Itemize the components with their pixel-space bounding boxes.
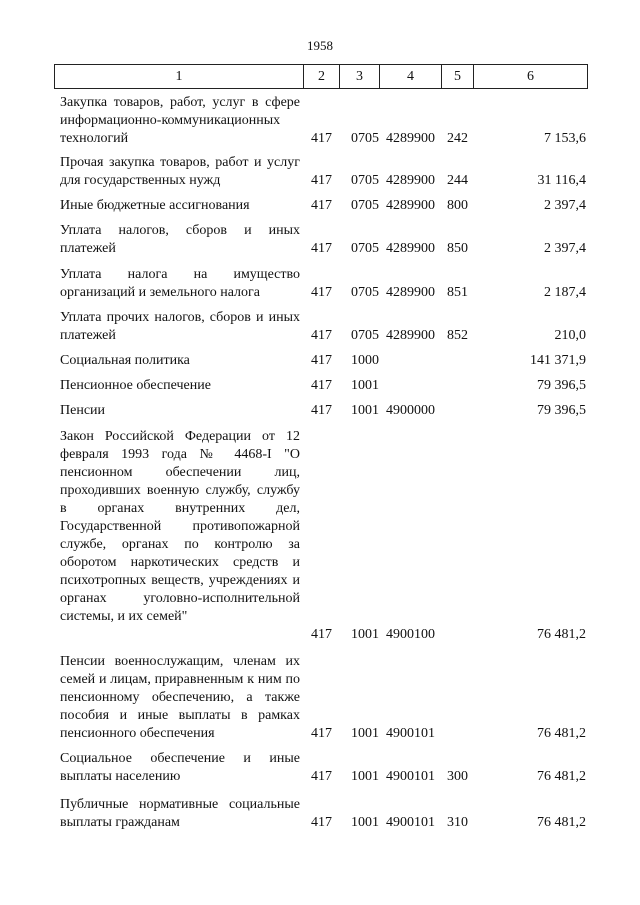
row-col-2: 417 (311, 378, 332, 393)
row-col-6: 76 481,2 (537, 627, 586, 642)
row-description: Уплата налогов, сборов и иных платежей (60, 223, 300, 256)
row-col-3: 0705 (351, 131, 379, 146)
row-col-3: 0705 (351, 198, 379, 213)
row-col-2: 417 (311, 353, 332, 368)
row-col-2: 417 (311, 198, 332, 213)
row-description: Уплата прочих налогов, сборов и иных платежей (60, 310, 300, 343)
row-col-2: 417 (311, 403, 332, 418)
row-col-2: 417 (311, 285, 332, 300)
row-col-4: 4900101 (386, 769, 435, 784)
header-col-2: 2 (303, 65, 339, 88)
row-col-3: 1000 (351, 353, 379, 368)
row-col-3: 0705 (351, 173, 379, 188)
header-col-4: 4 (379, 65, 441, 88)
row-col-5: 852 (447, 328, 468, 343)
row-description: Социальная политика (60, 353, 190, 368)
row-description: Закупка товаров, работ, услуг в сфере информационно-коммуникационных технологий (60, 95, 300, 146)
row-col-3: 1001 (351, 378, 379, 393)
row-col-6: 210,0 (554, 328, 586, 343)
row-col-2: 417 (311, 627, 332, 642)
row-col-3: 0705 (351, 285, 379, 300)
row-col-6: 2 397,4 (544, 198, 586, 213)
row-description: Пенсии (60, 403, 106, 418)
row-col-3: 1001 (351, 403, 379, 418)
row-col-5: 851 (447, 285, 468, 300)
row-col-4: 4289900 (386, 131, 435, 146)
row-description: Пенсионное обеспечение (60, 378, 211, 393)
row-description: Публичные нормативные социальные выплаты гражданам (60, 797, 300, 830)
header-col-5: 5 (441, 65, 473, 88)
row-col-2: 417 (311, 328, 332, 343)
row-col-3: 1001 (351, 627, 379, 642)
row-col-6: 7 153,6 (544, 131, 586, 146)
row-col-5: 244 (447, 173, 468, 188)
row-col-6: 31 116,4 (537, 173, 586, 188)
row-col-6: 79 396,5 (537, 378, 586, 393)
row-col-3: 1001 (351, 815, 379, 830)
row-col-4: 4289900 (386, 328, 435, 343)
row-col-5: 300 (447, 769, 468, 784)
row-col-4: 4289900 (386, 198, 435, 213)
row-col-2: 417 (311, 726, 332, 741)
row-col-4: 4900101 (386, 815, 435, 830)
header-col-6: 6 (473, 65, 587, 88)
row-col-2: 417 (311, 769, 332, 784)
row-col-3: 0705 (351, 328, 379, 343)
row-col-4: 4289900 (386, 285, 435, 300)
row-col-5: 242 (447, 131, 468, 146)
row-col-4: 4900100 (386, 627, 435, 642)
header-col-3: 3 (339, 65, 379, 88)
row-col-6: 79 396,5 (537, 403, 586, 418)
row-description: Прочая закупка товаров, работ и услуг для государственных нужд (60, 155, 300, 188)
row-description: Уплата налога на имущество организаций и земельного налога (60, 267, 300, 300)
row-col-6: 141 371,9 (530, 353, 586, 368)
row-description: Пенсии военнослужащим, членам их семей и лицам, приравненным к ним по пенсионному обеспечению, а также пособия и иные выплаты в рамках пенсионного обеспечения (60, 654, 300, 741)
header-col-1: 1 (175, 69, 183, 84)
row-description: Иные бюджетные ассигнования (60, 198, 250, 213)
row-col-3: 1001 (351, 726, 379, 741)
row-col-4: 4900000 (386, 403, 435, 418)
row-col-2: 417 (311, 173, 332, 188)
row-col-6: 76 481,2 (537, 769, 586, 784)
row-col-6: 76 481,2 (537, 815, 586, 830)
page-number: 1958 (307, 38, 333, 53)
row-col-5: 800 (447, 198, 468, 213)
row-description: Закон Российской Федерации от 12 февраля 1993 года № 4468-I "О пенсионном обеспечении лиц, проходивших военную службу, службу в органах внутренних дел, Государственной противопожарной службе, органах по контролю за оборотом наркотических средств и психотропных веществ, учреждениях и органах уголовно-исполнительной системы, и их семей" (60, 429, 300, 624)
row-col-5: 310 (447, 815, 468, 830)
row-col-4: 4289900 (386, 241, 435, 256)
row-description: Социальное обеспечение и иные выплаты населению (60, 751, 300, 784)
row-col-3: 0705 (351, 241, 379, 256)
row-col-2: 417 (311, 131, 332, 146)
row-col-6: 2 187,4 (544, 285, 586, 300)
row-col-4: 4900101 (386, 726, 435, 741)
row-col-2: 417 (311, 815, 332, 830)
row-col-3: 1001 (351, 769, 379, 784)
row-col-6: 2 397,4 (544, 241, 586, 256)
row-col-6: 76 481,2 (537, 726, 586, 741)
row-col-2: 417 (311, 241, 332, 256)
row-col-5: 850 (447, 241, 468, 256)
row-col-4: 4289900 (386, 173, 435, 188)
table-header (54, 64, 588, 89)
